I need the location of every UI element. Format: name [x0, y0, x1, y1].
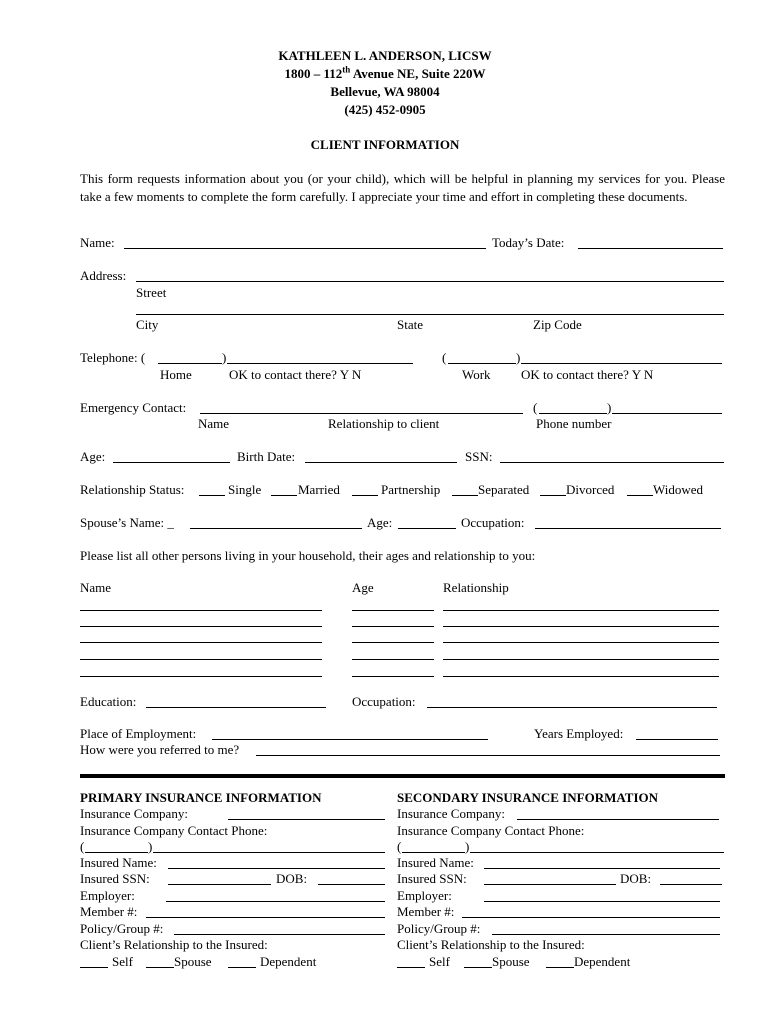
secondary-contact-phone-field[interactable]: [470, 852, 724, 853]
household-relationship-field[interactable]: [443, 659, 719, 660]
ec-phone-field[interactable]: [612, 413, 722, 414]
work-paren-open: (: [442, 350, 447, 365]
secondary-member-field[interactable]: [462, 917, 720, 918]
household-age-field[interactable]: [352, 626, 434, 627]
primary-insured-ssn-field[interactable]: [168, 884, 271, 885]
ec-paren-close: ): [607, 400, 612, 415]
ec-relationship-caption: Relationship to client: [328, 416, 440, 431]
years-employed-field[interactable]: [636, 739, 718, 740]
secondary-paren-close: ): [465, 839, 470, 854]
secondary-insured-ssn-field[interactable]: [484, 884, 616, 885]
household-relationship-field[interactable]: [443, 610, 719, 611]
ec-phone-caption: Phone number: [536, 416, 612, 431]
ssn-field[interactable]: [500, 462, 724, 463]
spouse-age-label: Age:: [367, 515, 393, 530]
ec-paren-open: (: [533, 400, 538, 415]
secondary-self-option: Self: [429, 954, 450, 969]
ssn-label: SSN:: [465, 449, 493, 464]
secondary-dob-field[interactable]: [660, 884, 722, 885]
married-checkbox[interactable]: [271, 495, 297, 496]
primary-employer-field[interactable]: [166, 901, 385, 902]
secondary-company-field[interactable]: [517, 819, 719, 820]
secondary-paren-open: (: [397, 839, 402, 854]
secondary-insurance-heading: SECONDARY INSURANCE INFORMATION: [397, 790, 659, 805]
primary-dependent-option: Dependent: [260, 954, 317, 969]
birth-date-field[interactable]: [305, 462, 457, 463]
primary-self-option: Self: [112, 954, 133, 969]
household-age-field[interactable]: [352, 676, 434, 677]
spouse-occupation-field[interactable]: [535, 528, 721, 529]
work-phone-field[interactable]: [521, 363, 722, 364]
household-age-field[interactable]: [352, 659, 434, 660]
ec-area-code-field[interactable]: [539, 413, 607, 414]
practitioner-phone: (425) 452-0905: [344, 102, 426, 117]
secondary-contact-phone-label: Insurance Company Contact Phone:: [397, 823, 585, 838]
primary-paren-open-glyph: (: [80, 839, 85, 854]
street-field[interactable]: [136, 281, 724, 282]
household-relationship-field[interactable]: [443, 676, 719, 677]
primary-insured-name-field[interactable]: [168, 868, 385, 869]
household-name-header: Name: [80, 580, 112, 595]
city-caption: City: [136, 317, 159, 332]
partnership-option: Partnership: [381, 482, 441, 497]
home-phone-field[interactable]: [227, 363, 413, 364]
household-name-field[interactable]: [80, 659, 322, 660]
city-state-zip-field[interactable]: [136, 314, 724, 315]
education-field[interactable]: [146, 707, 326, 708]
ec-name-caption: Name: [198, 416, 230, 431]
secondary-insured-ssn-label: Insured SSN:: [397, 871, 467, 886]
household-relationship-field[interactable]: [443, 642, 719, 643]
primary-policy-label: Policy/Group #:: [80, 921, 164, 936]
home-area-code-field[interactable]: [158, 363, 222, 364]
primary-dependent-checkbox[interactable]: [228, 967, 256, 968]
primary-policy-field[interactable]: [174, 934, 385, 935]
work-caption: Work: [462, 367, 491, 382]
secondary-member-label: Member #:: [397, 904, 455, 919]
primary-dob-label: DOB:: [276, 871, 308, 886]
occupation-field[interactable]: [427, 707, 717, 708]
age-field[interactable]: [113, 462, 230, 463]
married-option: Married: [298, 482, 340, 497]
relationship-status-label: Relationship Status:: [80, 482, 185, 497]
practitioner-city: Bellevue, WA 98004: [330, 84, 440, 99]
secondary-area-code-field[interactable]: [402, 852, 465, 853]
secondary-self-checkbox[interactable]: [397, 967, 425, 968]
years-employed-label: Years Employed:: [534, 726, 624, 741]
primary-spouse-checkbox[interactable]: [146, 967, 174, 968]
section-divider: [80, 774, 725, 778]
household-relationship-field[interactable]: [443, 626, 719, 627]
work-area-code-field[interactable]: [448, 363, 516, 364]
primary-employer-label: Employer:: [80, 888, 135, 903]
form-title: CLIENT INFORMATION: [310, 137, 460, 152]
single-option: Single: [228, 482, 262, 497]
secondary-policy-label: Policy/Group #:: [397, 921, 481, 936]
single-checkbox[interactable]: [199, 495, 225, 496]
primary-member-field[interactable]: [146, 917, 385, 918]
state-caption: State: [397, 317, 423, 332]
primary-insurance-heading: PRIMARY INSURANCE INFORMATION: [80, 790, 322, 805]
household-name-field[interactable]: [80, 676, 322, 677]
spouse-name-label: Spouse’s Name: _: [80, 515, 174, 530]
address-label: Address:: [80, 268, 127, 283]
referral-label: How were you referred to me?: [80, 742, 240, 757]
household-name-field[interactable]: [80, 626, 322, 627]
home-ok-contact[interactable]: OK to contact there? Y N: [229, 367, 362, 382]
spouse-occupation-label: Occupation:: [461, 515, 525, 530]
secondary-employer-label: Employer:: [397, 888, 452, 903]
primary-contact-phone-field[interactable]: [153, 852, 385, 853]
education-label: Education:: [80, 694, 137, 709]
practitioner-address: 1800 – 112th Avenue NE, Suite 220W: [284, 64, 486, 81]
partnership-checkbox[interactable]: [352, 495, 378, 496]
primary-member-label: Member #:: [80, 904, 138, 919]
primary-self-checkbox[interactable]: [80, 967, 108, 968]
separated-checkbox[interactable]: [452, 495, 478, 496]
widowed-option: Widowed: [653, 482, 704, 497]
secondary-employer-field[interactable]: [484, 901, 720, 902]
household-prompt: Please list all other persons living in your household, their ages and relationship to you:: [80, 548, 536, 563]
age-label: Age:: [80, 449, 106, 464]
emergency-contact-label: Emergency Contact:: [80, 400, 187, 415]
primary-company-field[interactable]: [228, 819, 385, 820]
home-paren-close: ): [222, 350, 227, 365]
birth-date-label: Birth Date:: [237, 449, 296, 464]
household-age-field[interactable]: [352, 642, 434, 643]
spouse-age-field[interactable]: [398, 528, 456, 529]
separated-option: Separated: [478, 482, 530, 497]
telephone-label: Telephone: (: [80, 350, 146, 365]
household-relationship-header: Relationship: [443, 580, 509, 595]
primary-insured-ssn-label: Insured SSN:: [80, 871, 150, 886]
secondary-company-label: Insurance Company:: [397, 806, 505, 821]
primary-relationship-label: Client’s Relationship to the Insured:: [80, 937, 268, 952]
secondary-insured-name-label: Insured Name:: [397, 855, 474, 870]
divorced-option: Divorced: [566, 482, 615, 497]
emergency-contact-field[interactable]: [200, 413, 523, 414]
practitioner-name: KATHLEEN L. ANDERSON, LICSW: [278, 48, 492, 63]
secondary-dependent-checkbox[interactable]: [546, 967, 574, 968]
name-label: Name:: [80, 235, 115, 250]
household-name-field[interactable]: [80, 642, 322, 643]
secondary-insured-name-field[interactable]: [484, 868, 720, 869]
secondary-relationship-label: Client’s Relationship to the Insured:: [397, 937, 585, 952]
work-paren-close: ): [516, 350, 521, 365]
primary-contact-phone-label: Insurance Company Contact Phone:: [80, 823, 268, 838]
household-age-field[interactable]: [352, 610, 434, 611]
referral-field[interactable]: [256, 755, 720, 756]
household-age-header: Age: [352, 580, 374, 595]
occupation-label: Occupation:: [352, 694, 416, 709]
divorced-checkbox[interactable]: [540, 495, 566, 496]
work-ok-contact[interactable]: OK to contact there? Y N: [521, 367, 654, 382]
street-caption: Street: [136, 285, 167, 300]
spouse-name-field[interactable]: [190, 528, 362, 529]
household-name-field[interactable]: [80, 610, 322, 611]
todays-date-field[interactable]: [578, 248, 723, 249]
primary-area-code-field[interactable]: [85, 852, 148, 853]
intro-paragraph: This form requests information about you (or your child), which will be helpful in planning my services for you. Please take a few moments to complete the form carefully. I appreciate your time and effort in completing these documents.: [80, 171, 725, 204]
name-field[interactable]: [124, 248, 486, 249]
secondary-spouse-checkbox[interactable]: [464, 967, 492, 968]
primary-paren-close: ): [148, 839, 153, 854]
place-of-employment-label: Place of Employment:: [80, 726, 197, 741]
secondary-dob-label: DOB:: [620, 871, 652, 886]
primary-dob-field[interactable]: [318, 884, 385, 885]
secondary-spouse-option: Spouse: [492, 954, 530, 969]
primary-insured-name-label: Insured Name:: [80, 855, 157, 870]
secondary-policy-field[interactable]: [492, 934, 720, 935]
zip-caption: Zip Code: [533, 317, 582, 332]
secondary-dependent-option: Dependent: [574, 954, 631, 969]
place-of-employment-field[interactable]: [212, 739, 488, 740]
primary-spouse-option: Spouse: [174, 954, 212, 969]
todays-date-label: Today’s Date:: [492, 235, 565, 250]
primary-company-label: Insurance Company:: [80, 806, 188, 821]
home-caption: Home: [160, 367, 192, 382]
widowed-checkbox[interactable]: [627, 495, 653, 496]
